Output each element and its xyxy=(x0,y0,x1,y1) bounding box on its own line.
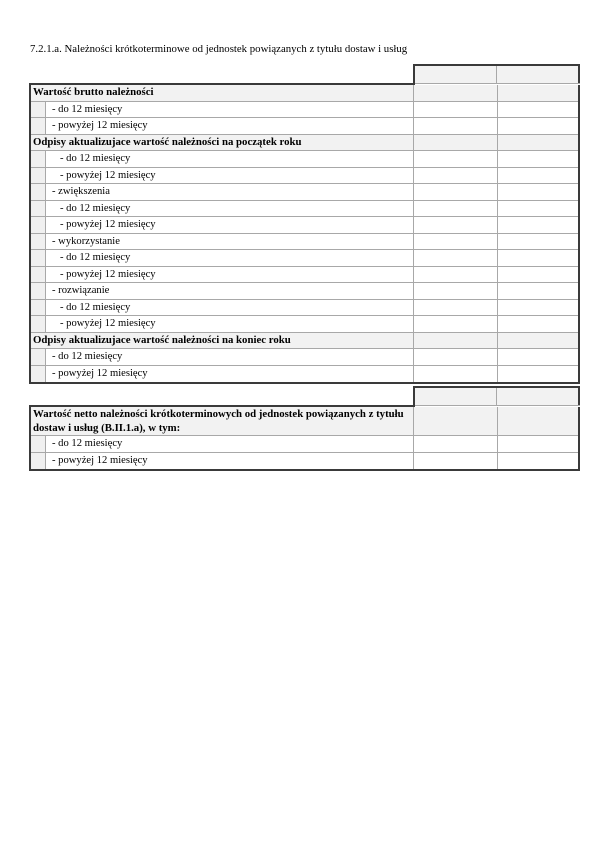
indent-gutter xyxy=(31,102,46,118)
value-cell xyxy=(497,349,578,365)
table-row xyxy=(31,349,578,366)
table-row xyxy=(31,102,578,119)
value-cell xyxy=(413,102,497,118)
table-row xyxy=(31,201,578,218)
value-cell xyxy=(497,366,578,383)
value-cell xyxy=(413,217,497,233)
indent-gutter xyxy=(31,217,46,233)
table-row xyxy=(31,234,578,251)
indent-gutter xyxy=(31,118,46,134)
value-cell xyxy=(413,366,497,383)
table-row xyxy=(31,151,578,168)
table-row xyxy=(31,267,578,284)
table-row xyxy=(31,118,578,135)
row-label: - do 12 miesięcy xyxy=(60,153,131,165)
table-row xyxy=(31,168,578,185)
indent-gutter xyxy=(31,436,46,452)
row-label: - powyżej 12 miesięcy xyxy=(60,219,156,231)
indent-gutter xyxy=(31,168,46,184)
row-label: - do 12 miesięcy xyxy=(52,438,123,450)
indent-gutter xyxy=(31,250,46,266)
row-label: - powyżej 12 miesięcy xyxy=(60,318,156,330)
row-label: - rozwiązanie xyxy=(52,285,110,297)
row-label: - do 12 miesięcy xyxy=(60,301,131,313)
receivables-net-table xyxy=(29,386,580,471)
value-cell xyxy=(497,283,578,299)
row-label: - powyżej 12 miesięcy xyxy=(60,268,156,280)
value-cell xyxy=(413,300,497,316)
indent-gutter xyxy=(31,453,46,470)
value-cell xyxy=(413,333,497,349)
table-row-section xyxy=(31,85,578,102)
value-cell xyxy=(497,184,578,200)
value-cell xyxy=(497,151,578,167)
value-cell xyxy=(497,300,578,316)
value-cell xyxy=(413,436,497,452)
value-cell xyxy=(497,234,578,250)
table-row xyxy=(31,217,578,234)
row-label: - powyżej 12 miesięcy xyxy=(52,368,148,380)
row-label: - do 12 miesięcy xyxy=(60,202,131,214)
table-body xyxy=(29,407,580,471)
indent-gutter xyxy=(31,349,46,365)
value-cell xyxy=(413,168,497,184)
table-body xyxy=(29,85,580,384)
table-row xyxy=(31,283,578,300)
value-cell xyxy=(413,201,497,217)
row-label: - powyżej 12 miesięcy xyxy=(52,455,148,467)
value-cell xyxy=(413,234,497,250)
value-cell xyxy=(413,349,497,365)
indent-gutter xyxy=(31,201,46,217)
value-cell xyxy=(413,135,497,151)
row-label: - do 12 miesięcy xyxy=(52,103,123,115)
row-label: - powyżej 12 miesięcy xyxy=(60,169,156,181)
indent-gutter xyxy=(31,283,46,299)
table-row xyxy=(31,184,578,201)
value-cell xyxy=(413,151,497,167)
indent-gutter xyxy=(31,151,46,167)
row-label: Odpisy aktualizujace wartość należności na koniec roku xyxy=(33,333,291,346)
table-row xyxy=(31,366,578,383)
table-row xyxy=(31,436,578,453)
value-cell xyxy=(497,85,578,101)
value-cell xyxy=(497,217,578,233)
value-cell xyxy=(413,250,497,266)
value-cell xyxy=(497,407,578,435)
header-cell-col2 xyxy=(497,388,578,405)
value-cell xyxy=(413,184,497,200)
value-cell xyxy=(497,118,578,134)
value-cell xyxy=(497,102,578,118)
table-row xyxy=(31,453,578,470)
value-cell xyxy=(497,316,578,332)
value-cell xyxy=(497,135,578,151)
value-cell xyxy=(497,168,578,184)
value-cell xyxy=(413,85,497,101)
value-cell xyxy=(413,118,497,134)
row-label: - wykorzystanie xyxy=(52,235,120,247)
row-label: - do 12 miesięcy xyxy=(52,351,123,363)
value-cell xyxy=(413,283,497,299)
table-row xyxy=(31,250,578,267)
value-cell xyxy=(497,453,578,470)
table-row-section xyxy=(31,407,578,436)
column-header-row xyxy=(413,64,580,83)
row-label: Odpisy aktualizujace wartość należności na początek roku xyxy=(33,135,302,148)
header-cell-col1 xyxy=(415,66,497,83)
header-cell-col2 xyxy=(497,66,578,83)
value-cell xyxy=(497,201,578,217)
value-cell xyxy=(413,316,497,332)
receivables-gross-table xyxy=(29,64,580,384)
value-cell xyxy=(413,407,497,435)
value-cell xyxy=(497,250,578,266)
value-cell xyxy=(497,333,578,349)
indent-gutter xyxy=(31,300,46,316)
indent-gutter xyxy=(31,316,46,332)
value-cell xyxy=(497,436,578,452)
indent-gutter xyxy=(31,234,46,250)
row-label: - do 12 miesięcy xyxy=(60,252,131,264)
row-label: Wartość brutto należności xyxy=(33,86,154,99)
table-row xyxy=(31,316,578,333)
row-label: - powyżej 12 miesięcy xyxy=(52,120,148,132)
row-label: - zwiększenia xyxy=(52,186,110,198)
value-cell xyxy=(413,267,497,283)
indent-gutter xyxy=(31,184,46,200)
value-cell xyxy=(413,453,497,470)
row-label: Wartość netto należności krótkoterminowych od jednostek powiązanych z tytułu dostaw i usług (B.II.1.a), w tym: xyxy=(33,408,404,434)
column-header-row xyxy=(413,386,580,405)
table-row-section xyxy=(31,333,578,350)
table-row-section xyxy=(31,135,578,152)
indent-gutter xyxy=(31,267,46,283)
header-cell-col1 xyxy=(415,388,497,405)
value-cell xyxy=(497,267,578,283)
table-row xyxy=(31,300,578,317)
indent-gutter xyxy=(31,366,46,383)
page-title: 7.2.1.a. Należności krótkoterminowe od jednostek powiązanych z tytułu dostaw i usług xyxy=(30,43,408,55)
